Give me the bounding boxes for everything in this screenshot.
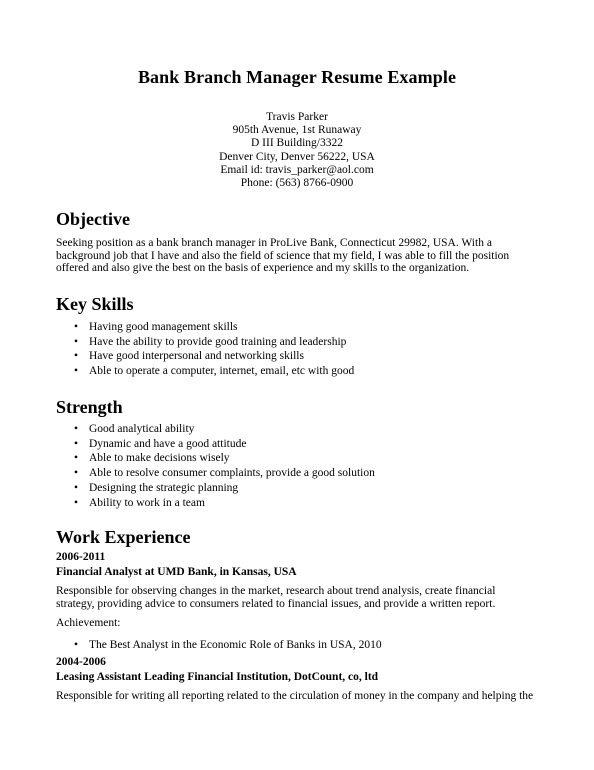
- objective-line: background job that I have and also the field of science that my field, I was able to fill the position: [56, 249, 510, 262]
- job-description: [56, 690, 556, 703]
- list-item: [56, 437, 375, 452]
- page-title: Bank Branch Manager Resume Example: [137, 67, 457, 87]
- list-item-text: Able to resolve consumer complaints, provide a good solution: [89, 467, 375, 480]
- strength-list: [56, 422, 375, 510]
- job-title: Leasing Assistant Leading Financial Institution, DotCount, co, ltd: [56, 671, 379, 683]
- contact-name: Travis Parker: [266, 111, 328, 123]
- list-item-text: Have good interpersonal and networking skills: [89, 350, 304, 363]
- list-item: [56, 466, 375, 481]
- list-item-text: Good analytical ability: [89, 423, 195, 435]
- bullet-icon: •: [74, 365, 79, 378]
- list-item: [56, 335, 354, 350]
- job-description-line: Responsible for observing changes in the market, research about trend analysis, create financial: [56, 585, 496, 597]
- list-item: [56, 638, 382, 653]
- achievement-label: Achievement:: [56, 617, 121, 629]
- list-item-text: Able to operate a computer, internet, email, etc with good: [89, 365, 355, 378]
- job-title: Financial Analyst at UMD Bank, in Kansas, USA: [56, 566, 297, 578]
- list-item-text: Able to make decisions wisely: [89, 452, 230, 465]
- objective-paragraph: [56, 237, 534, 275]
- bullet-icon: •: [74, 335, 79, 348]
- work-experience-heading: Work Experience: [56, 527, 191, 547]
- key-skills-list: [56, 320, 354, 379]
- bullet-icon: •: [74, 350, 79, 363]
- list-item: [56, 422, 375, 437]
- job-years: 2006-2011: [56, 551, 106, 563]
- contact-address-line2: D III Building/3322: [251, 137, 343, 150]
- bullet-icon: •: [74, 423, 79, 435]
- contact-phone: Phone: (563) 8766-0900: [240, 177, 354, 190]
- list-item-text: Ability to work in a team: [89, 496, 205, 509]
- contact-city: Denver City, Denver 56222, USA: [219, 150, 375, 163]
- bullet-icon: •: [74, 437, 79, 450]
- list-item: [56, 451, 375, 466]
- job-years: 2004-2006: [56, 656, 106, 668]
- list-item: [56, 481, 375, 496]
- bullet-icon: •: [74, 639, 79, 651]
- list-item: [56, 349, 354, 364]
- contact-email: Email id: travis_parker@aol.com: [220, 163, 374, 176]
- objective-line: Seeking position as a bank branch manager in ProLive Bank, Connecticut 29982, USA. With a: [56, 237, 492, 249]
- list-item: [56, 364, 354, 379]
- list-item: [56, 320, 354, 335]
- list-item-text: Having good management skills: [89, 321, 238, 333]
- bullet-icon: •: [74, 321, 79, 333]
- bullet-icon: •: [74, 452, 79, 465]
- job-description: [56, 585, 534, 610]
- key-skills-heading: Key Skills: [56, 294, 134, 314]
- bullet-icon: •: [74, 467, 79, 480]
- achievement-list: [56, 638, 382, 653]
- objective-line: offered and also give the best on the basis of experience and my skills to the organization.: [56, 262, 470, 275]
- list-item-text: The Best Analyst in the Economic Role of Banks in USA, 2010: [89, 639, 382, 651]
- job-description-line: Responsible for writing all reporting related to the circulation of money in the company and helping the: [56, 690, 534, 702]
- job-description-line: strategy, providing advice to consumers related to financial issues, and provide a written report.: [56, 597, 496, 610]
- list-item-text: Have the ability to provide good training and leadership: [89, 335, 347, 348]
- contact-address-line1: 905th Avenue, 1st Runaway: [232, 124, 362, 137]
- objective-heading: Objective: [56, 209, 130, 229]
- strength-heading: Strength: [56, 397, 123, 417]
- contact-block: [0, 111, 594, 190]
- list-item-text: Dynamic and have a good attitude: [89, 437, 247, 450]
- bullet-icon: •: [74, 496, 79, 509]
- list-item-text: Designing the strategic planning: [89, 481, 239, 494]
- bullet-icon: •: [74, 481, 79, 494]
- list-item: [56, 496, 375, 511]
